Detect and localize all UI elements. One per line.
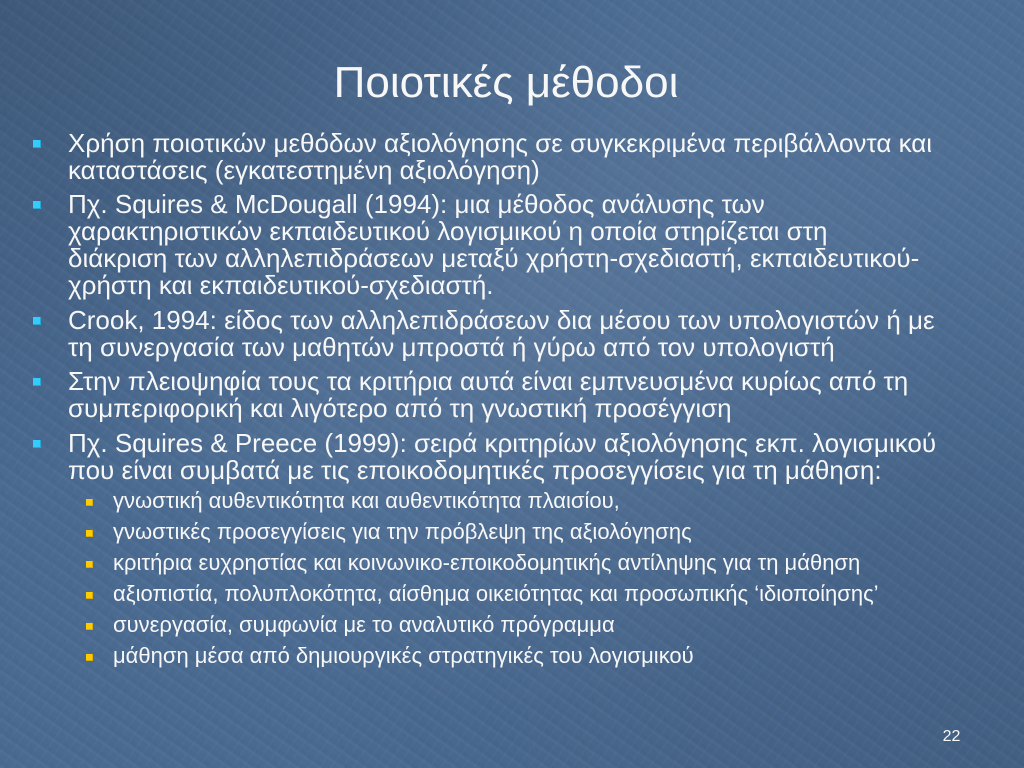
bullet-list (0, 127, 1024, 485)
bullet-text-line: χρήστη και εκπαιδευτικού-σχεδιαστή. (68, 270, 494, 300)
square-bullet-icon (33, 201, 41, 209)
bullet-item (0, 427, 1024, 485)
bullet-text-line: Πχ. Squires & McDougall (1994): μια μέθοδος ανάλυσης των (68, 189, 765, 219)
square-bullet-icon (86, 592, 93, 599)
bullet-text-line: χαρακτηριστικών εκπαιδευτικού λογισμικού η οποία στηρίζεται στη (68, 216, 828, 246)
bullet-text-line: καταστάσεις (εγκατεστημένη αξιολόγηση) (68, 154, 540, 185)
sub-bullet-item (0, 578, 1024, 609)
sub-bullet-item (0, 609, 1024, 640)
bullet-text-line: Πχ. Squires & Preece (1999): σειρά κριτηρίων αξιολόγησης εκπ. λογισμικού (68, 427, 937, 458)
slide-body (0, 127, 1024, 672)
bullet-text-line: διάκριση των αλληλεπιδράσεων μεταξύ χρήστη-σχεδιαστή, εκπαιδευτικού- (68, 243, 920, 273)
bullet-item (0, 304, 1024, 362)
sub-bullet-text: αξιοπιστία, πολυπλοκότητα, αίσθημα οικειότητας και προσωπικής ‘ιδιοποίησης’ (113, 581, 879, 606)
square-bullet-icon (86, 561, 93, 568)
bullet-item (0, 191, 1024, 299)
slide-title: Ποιοτικές μέθοδοι (333, 58, 679, 107)
square-bullet-icon (86, 499, 93, 506)
bullet-text-line: συμπεριφορική και λιγότερο από τη γνωστική προσέγγιση (68, 393, 732, 423)
sub-bullet-text: γνωστικές προσεγγίσεις για την πρόβλεψη της αξιολόγησης (113, 519, 692, 544)
bullet-text-line: Χρήση ποιοτικών μεθόδων αξιολόγησης σε συγκεκριμένα περιβάλλοντα και (68, 127, 933, 158)
bullet-text-line: τη συνεργασία των μαθητών μπροστά ή γύρω από τον υπολογιστή (68, 331, 835, 362)
bullet-item (0, 127, 1024, 185)
square-bullet-icon (33, 440, 41, 448)
sub-bullet-list (0, 485, 1024, 671)
bullet-text-line: Στην πλειοψηφία τους τα κριτήρια αυτά είναι εμπνευσμένα κυρίως από τη (68, 366, 909, 396)
sub-bullet-text: γνωστική αυθεντικότητα και αυθεντικότητα πλαισίου, (113, 488, 620, 513)
square-bullet-icon (33, 140, 41, 148)
sub-bullet-text: μάθηση μέσα από δημιουργικές στρατηγικές του λογισμικού (113, 643, 694, 668)
square-bullet-icon (33, 378, 41, 386)
square-bullet-icon (86, 623, 93, 630)
sub-bullet-item (0, 640, 1024, 671)
sub-bullet-text: κριτήρια ευχρηστίας και κοινωνικο-εποικοδομητικής αντίληψης για τη μάθηση (113, 550, 861, 575)
sub-bullet-text: συνεργασία, συμφωνία με το αναλυτικό πρόγραμμα (113, 612, 615, 637)
sub-bullet-item (0, 516, 1024, 547)
sub-bullet-item (0, 547, 1024, 578)
square-bullet-icon (33, 317, 41, 325)
slide-page-number: 22 (942, 728, 961, 745)
bullet-text-line: που είναι συμβατά με τις εποικοδομητικές προσεγγίσεις για τη μάθηση: (68, 454, 882, 485)
sub-bullet-item (0, 485, 1024, 516)
square-bullet-icon (86, 654, 93, 661)
bullet-text-line: Crook, 1994: είδος των αλληλεπιδράσεων δια μέσου των υπολογιστών ή με (68, 304, 935, 335)
bullet-item (0, 368, 1024, 422)
square-bullet-icon (86, 530, 93, 537)
